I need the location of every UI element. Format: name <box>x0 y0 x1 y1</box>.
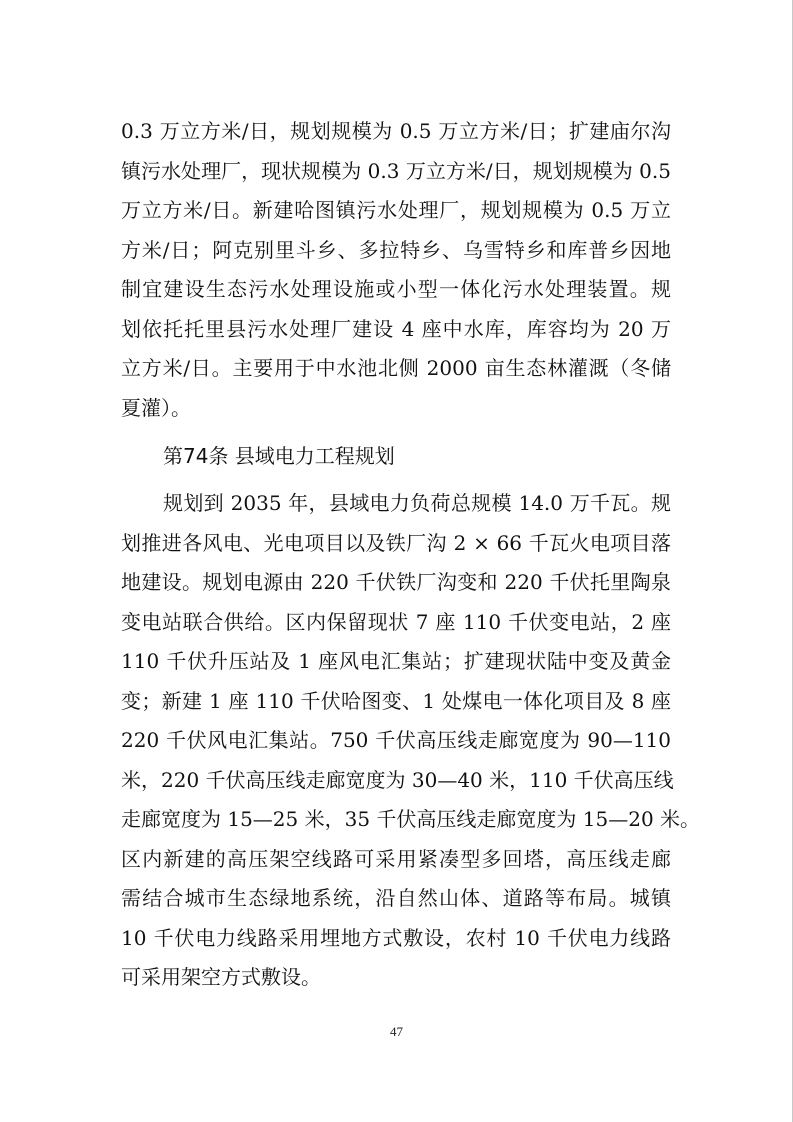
paragraph-sewage-continued <box>121 112 671 428</box>
text-line: 方米/日；阿克别里斗乡、多拉特乡、乌雪特乡和库普乡因地 <box>121 237 671 262</box>
text-line: 可采用架空方式敷设。 <box>121 965 321 989</box>
text-line: 变电站联合供给。区内保留现状 7 座 110 千伏变电站，2 座 <box>121 609 671 634</box>
text-line: 变；新建 1 座 110 千伏哈图变、1 处煤电一体化项目及 8 座 <box>121 688 671 713</box>
text-line: 立方米/日。主要用于中水池北侧 2000 亩生态林灌溉（冬储 <box>121 356 671 380</box>
text-line: 走廊宽度为 15—25 米，35 千伏高压线走廊宽度为 15—20 米。 <box>121 807 701 831</box>
text-line: 110 千伏升压站及 1 座风电汇集站；扩建现状陆中变及黄金 <box>121 649 671 673</box>
section-heading: 第74条 县域电力工程规划 <box>163 444 395 468</box>
text-line: 制宜建设生态污水处理设施或小型一体化污水处理装置。规 <box>121 277 671 301</box>
text-line: 万立方米/日。新建哈图镇污水处理厂，规划规模为 0.5 万立 <box>121 198 671 222</box>
text-line: 规划到 2035 年，县域电力负荷总规模 14.0 万千瓦。规 <box>163 491 671 515</box>
text-line: 划推进各风电、光电项目以及铁厂沟 2 × 66 千瓦火电项目落 <box>121 530 671 555</box>
text-line: 划依托托里县污水处理厂建设 4 座中水库，库容均为 20 万 <box>121 316 671 341</box>
text-line: 区内新建的高压架空线路可采用紧凑型多回塔，高压线走廊 <box>121 846 671 871</box>
text-line: 需结合城市生态绿地系统，沿自然山体、道路等布局。城镇 <box>121 886 671 910</box>
text-line: 地建设。规划电源由 220 千伏铁厂沟变和 220 千伏托里陶泉 <box>121 570 671 594</box>
text-line: 220 千伏风电汇集站。750 千伏高压线走廊宽度为 90—110 <box>121 728 671 752</box>
page-number: 47 <box>390 1024 403 1039</box>
text-line: 米，220 千伏高压线走廊宽度为 30—40 米，110 千伏高压线 <box>121 767 674 792</box>
text-line: 0.3 万立方米/日，规划规模为 0.5 万立方米/日；扩建庙尔沟 <box>121 119 671 143</box>
paragraph-power-planning <box>121 484 701 998</box>
text-line: 10 千伏电力线路采用埋地方式敷设，农村 10 千伏电力线路 <box>121 925 671 950</box>
text-line: 镇污水处理厂，现状规模为 0.3 万立方米/日，规划规模为 0.5 <box>121 158 671 183</box>
document-body <box>121 112 701 998</box>
text-line: 夏灌）。 <box>121 395 191 420</box>
